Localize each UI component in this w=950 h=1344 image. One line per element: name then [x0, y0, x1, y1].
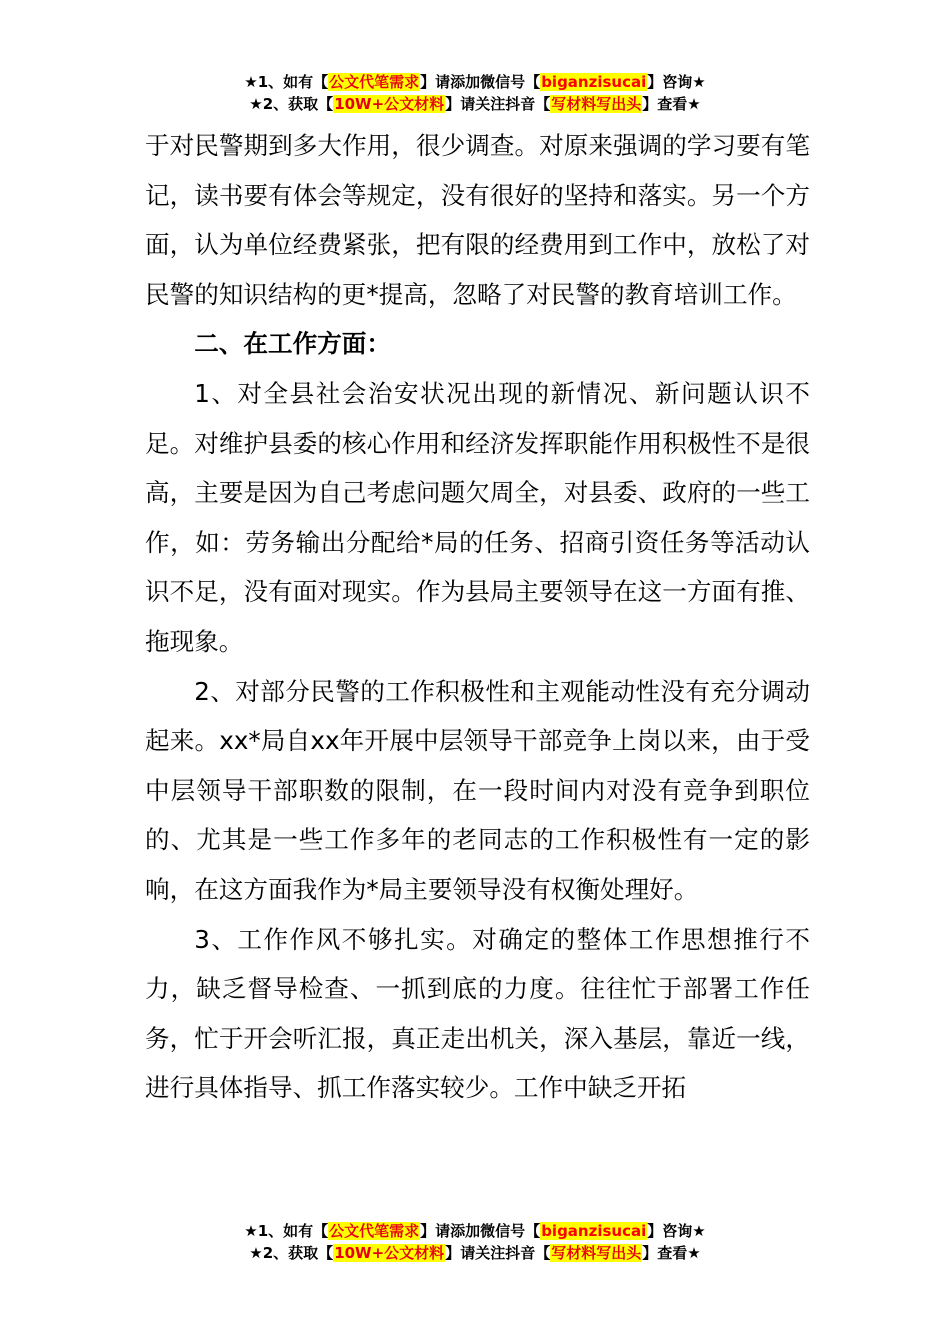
star-icon: ★: [687, 95, 701, 113]
banner-line-2: [0, 1243, 950, 1265]
banner-text: 1、如有【: [257, 73, 329, 91]
paragraph: 于对民警期到多大作用，很少调查。对原来强调的学习要有笔记，读书要有体会等规定，没有很好的坚持和落实。另一个方面，认为单位经费紧张，把有限的经费用到工作中，放松了对民警的知识结构的更*提高，忽略了对民警的教育培训工作。: [145, 131, 810, 309]
highlight-materials: 10W+公文材料: [334, 95, 445, 113]
paragraph: 1、对全县社会治安状况出现的新情况、新问题认识不足。对维护县委的核心作用和经济发挥职能作用积极性不是很高，主要是因为自己考虑问题欠周全，对县委、政府的一些工作，如：劳务输出分配给*局的任务、招商引资任务等活动认识不足，没有面对现实。作为县局主要领导在这一方面有推、拖现象。: [145, 378, 810, 656]
paragraph: 3、工作作风不够扎实。对确定的整体工作思想推行不力，缺乏督导检查、一抓到底的力度。往往忙于部署工作任务，忙于开会听汇报，真正走出机关，深入基层，靠近一线，进行具体指导、抓工作落实较少。工作中缺乏开拓: [145, 924, 810, 1103]
header-banner: [0, 72, 950, 116]
banner-text: 】请关注抖音【: [445, 1244, 551, 1262]
star-icon: ★: [687, 1244, 701, 1262]
highlight-wechat-id: biganzisucai: [541, 73, 647, 91]
section-heading: 二、在工作方面：: [194, 329, 391, 359]
banner-text: 】查看: [642, 95, 688, 113]
banner-line-2: [0, 94, 950, 116]
banner-text: 】请关注抖音【: [445, 95, 551, 113]
banner-text: 】查看: [642, 1244, 688, 1262]
highlight-douyin: 写材料写出头: [551, 95, 642, 113]
star-icon: ★: [249, 95, 263, 113]
highlight-materials: 10W+公文材料: [334, 1244, 445, 1262]
banner-text: 】请添加微信号【: [420, 73, 541, 91]
paragraph: 2、对部分民警的工作积极性和主观能动性没有充分调动起来。xx*局自xx年开展中层领导干部竞争上岗以来，由于受中层领导干部职数的限制，在一段时间内对没有竞争到职位的、尤其是一些工作多年的老同志的工作积极性有一定的影响，在这方面我作为*局主要领导没有权衡处理好。: [145, 676, 810, 904]
banner-text: 】请添加微信号【: [420, 1222, 541, 1240]
banner-text: 】咨询: [647, 1222, 693, 1240]
banner-text: 2、获取【: [262, 1244, 334, 1262]
highlight-service: 公文代笔需求: [329, 1222, 420, 1240]
star-icon: ★: [249, 1244, 263, 1262]
highlight-wechat-id: biganzisucai: [541, 1222, 647, 1240]
banner-line-1: [0, 1221, 950, 1243]
star-icon: ★: [692, 73, 706, 91]
banner-text: 】咨询: [647, 73, 693, 91]
highlight-douyin: 写材料写出头: [551, 1244, 642, 1262]
banner-text: 1、如有【: [257, 1222, 329, 1240]
banner-line-1: [0, 72, 950, 94]
star-icon: ★: [244, 1222, 258, 1240]
star-icon: ★: [244, 73, 258, 91]
highlight-service: 公文代笔需求: [329, 73, 420, 91]
banner-text: 2、获取【: [262, 95, 334, 113]
star-icon: ★: [692, 1222, 706, 1240]
footer-banner: [0, 1221, 950, 1265]
document-body: [145, 121, 810, 1113]
